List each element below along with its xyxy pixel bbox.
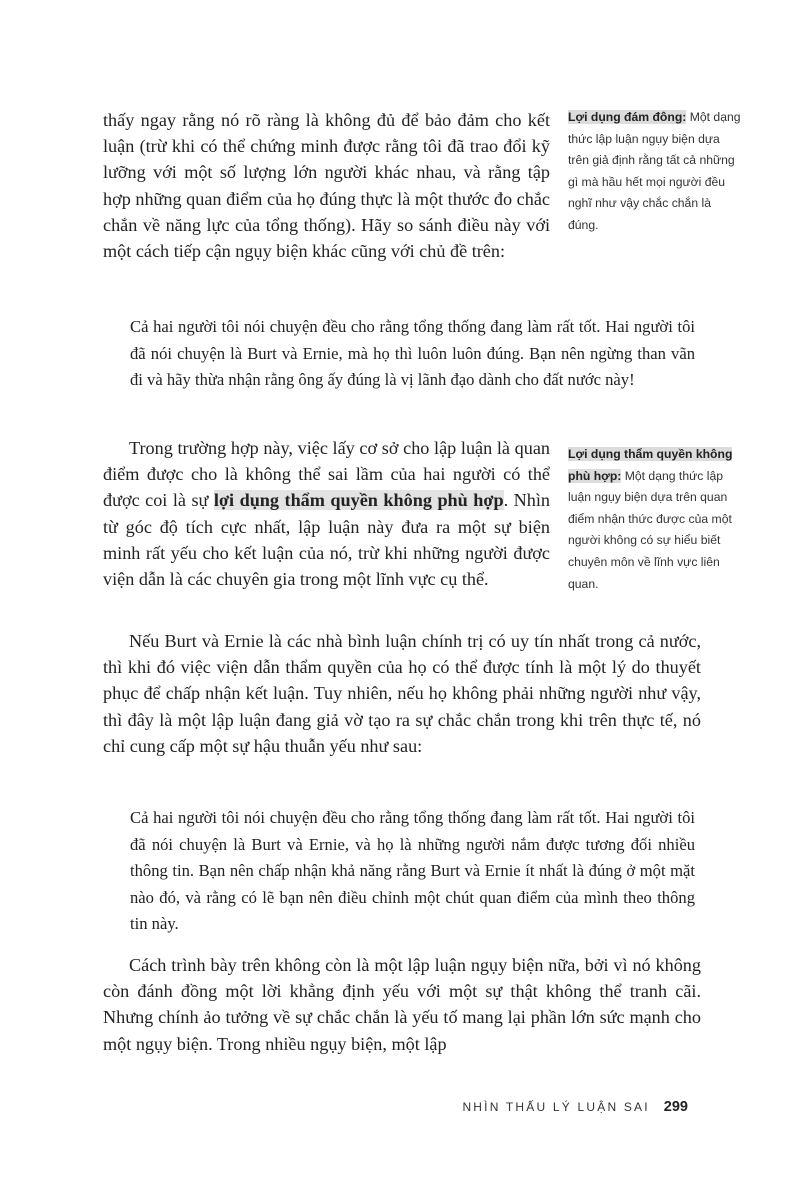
sidenote-text: Một dạng thức lập luận ngụy biện dựa trên giả định rằng tất cả những gì mà hầu hết mọi người đều nghĩ như vậy chắc chắn là đúng. <box>568 110 741 232</box>
sidenote-term: Lợi dụng thẩm quyền không phù hợp: <box>568 447 733 483</box>
paragraph-2 <box>103 435 550 592</box>
page-footer <box>452 1099 688 1115</box>
paragraph-3: Nếu Burt và Ernie là các nhà bình luận chính trị có uy tín nhất trong cả nước, thì khi đó việc viện dẫn thẩm quyền của họ có thể được tính là một lý do thuyết phục để chấp nhận kết luận. Tuy nhiên, nếu họ không phải những người như vậy, thì đây là một lập luận đang giả vờ tạo ra sự chắc chắn trong khi trên thực tế, nó chỉ cung cấp một sự hậu thuẫn yếu như sau: <box>103 631 701 756</box>
running-title: NHÌN THẤU LÝ LUẬN SAI <box>462 1100 650 1114</box>
sidenote-term: Lợi dụng đám đông: <box>568 110 687 124</box>
sidenote-inappropriate-authority <box>568 444 743 595</box>
block-quote-1: Cả hai người tôi nói chuyện đều cho rằng tổng thống đang làm rất tốt. Hai người tôi đã nói chuyện là Burt và Ernie, mà họ thì luôn luôn đúng. Bạn nên ngừng than vãn đi và hãy thừa nhận rằng ông ấy đúng là vị lãnh đạo dành cho đất nước này! <box>130 317 695 389</box>
paragraph-2-rest: . Nhìn từ góc độ tích cực nhất, lập luận này đưa ra một sự biện minh rất yếu cho kết luận của nó, trừ khi những người được viện dẫn là các chuyên gia trong một lĩnh vực cụ thể. <box>103 490 551 590</box>
page-number: 299 <box>663 1099 688 1115</box>
paragraph-4: Cách trình bày trên không còn là một lập luận ngụy biện nữa, bởi vì nó không còn đánh đồng một lời khẳng định yếu với một sự thật không thể tranh cãi. Nhưng chính ảo tưởng về sự chắc chắn là yếu tố mang lại phần lớn sức mạnh cho một ngụy biện. Trong nhiều ngụy biện, một lập <box>103 955 701 1054</box>
paragraph-1: thấy ngay rằng nó rõ ràng là không đủ để bảo đảm cho kết luận (trừ khi có thể chứng minh được rằng tôi đã trao đổi kỹ lưỡng với một số lượng lớn người khác nhau, và rằng tập hợp những quan điểm của họ đúng thực là một thước đo chắc chắn về năng lực của tổng thống). Hãy so sánh điều này với một cách tiếp cận ngụy biện khác cũng với chủ đề trên: <box>103 110 550 262</box>
paragraph-2-lead: Trong trường hợp này, việc lấy cơ sở cho lập luận là quan điểm được cho là không thể sai lầm của hai người có thể được coi là sự <box>103 438 550 511</box>
sidenote-text: Một dạng thức lập luận ngụy biện dựa trên quan điểm nhận thức được của một người không có sự hiểu biết chuyên môn về lĩnh vực liên quan. <box>568 468 732 591</box>
key-term-highlight: lợi dụng thẩm quyền không phù hợp <box>213 490 504 511</box>
block-quote-2: Cả hai người tôi nói chuyện đều cho rằng tổng thống đang làm rất tốt. Hai người tôi đã nói chuyện là Burt và Ernie, và họ là những người nắm được tương đối nhiều thông tin. Bạn nên chấp nhận khả năng rằng Burt và Ernie ít nhất là đúng ở một mặt nào đó, và rằng có lẽ bạn nên điều chỉnh một chút quan điểm của mình theo thông tin này. <box>130 808 695 933</box>
sidenote-appeal-to-crowd <box>568 107 743 237</box>
